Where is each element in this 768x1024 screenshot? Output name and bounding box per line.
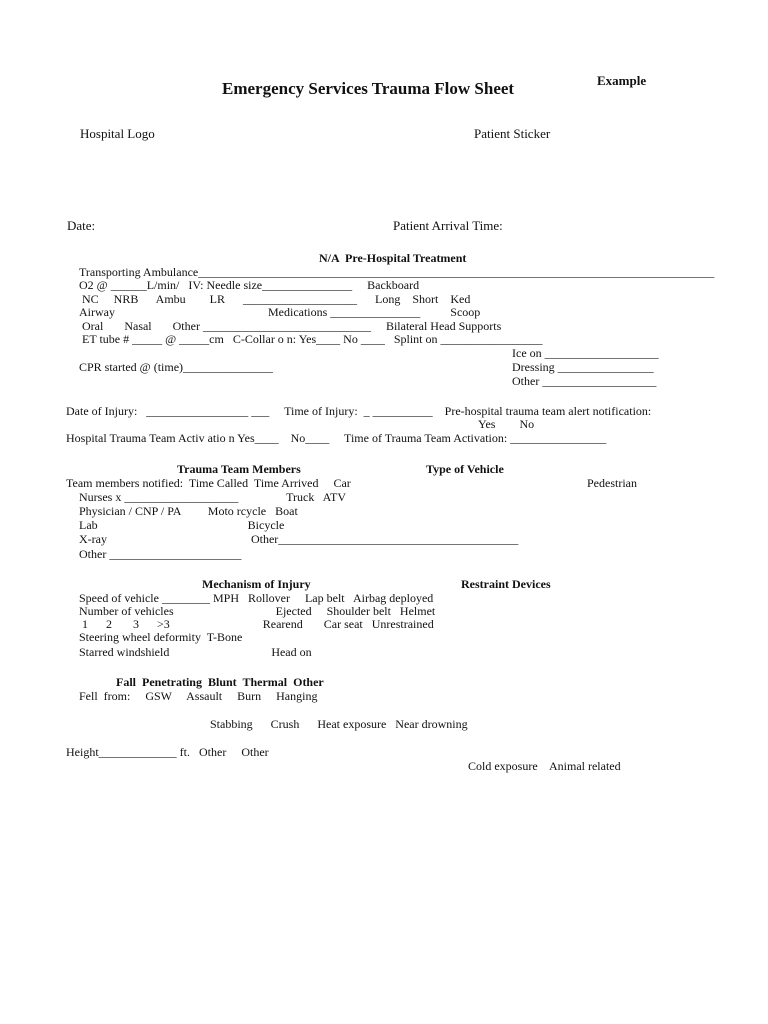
cold-exposure-line: Cold exposure Animal related (468, 759, 621, 773)
dressing-field: Dressing ________________ (512, 360, 654, 374)
date-field: Date: (67, 218, 96, 233)
prehospital-line: O2 @ ______L/min/ IV: Needle size_______________ Backboard (79, 278, 420, 292)
team-row: Other ______________________ (79, 547, 242, 561)
trauma-team-heading: Trauma Team Members (177, 462, 301, 476)
mechanism-line: Number of vehicles Ejected Shoulder belt Helmet (79, 604, 436, 618)
prehospital-line: Oral Nasal Other ____________________________ Bilateral Head Supports (79, 319, 502, 333)
hospital-logo-placeholder: Hospital Logo (80, 126, 155, 141)
mechanism-line: 1 2 3 >3 Rearend Car seat Unrestrained (79, 617, 434, 631)
prehospital-line: ET tube # _____ @ _____cm C-Collar o n: Yes____ No ____ Splint on _________________ (79, 332, 543, 346)
prehospital-line: NC NRB Ambu LR ___________________ Long Short Ked (79, 292, 471, 306)
injury-type-heading: Fall Penetrating Blunt Thermal Other (116, 675, 324, 689)
restraint-heading: Restraint Devices (461, 577, 551, 591)
team-row: Physician / CNP / PA Moto rcycle Boat (79, 504, 298, 518)
prehospital-line: Transporting Ambulance______________________________________________________________________________________ (79, 265, 715, 279)
mechanism-line: Starred windshield Head on (79, 645, 312, 659)
team-activation-line: Hospital Trauma Team Activ atio n Yes____ No____ Time of Trauma Team Activation: ________________ (66, 431, 607, 445)
prehospital-line: Airway Medications _______________ Scoop (79, 305, 481, 319)
prehospital-heading: N/A Pre-Hospital Treatment (319, 251, 467, 265)
stabbing-line: Stabbing Crush Heat exposure Near drowning (210, 717, 468, 731)
patient-sticker-placeholder: Patient Sticker (474, 126, 551, 141)
mechanism-heading: Mechanism of Injury (202, 577, 311, 591)
team-row: Nurses x ___________________ Truck ATV (79, 490, 347, 504)
team-row: Lab Bicycle (79, 518, 285, 532)
mechanism-line: Speed of vehicle ________ MPH Rollover Lap belt Airbag deployed (79, 591, 434, 605)
team-row: X-ray Other________________________________________ (79, 532, 519, 546)
example-label: Example (597, 73, 647, 88)
ice-on-field: Ice on ___________________ (512, 346, 659, 360)
arrival-time-field: Patient Arrival Time: (393, 218, 503, 233)
cpr-started-field: CPR started @ (time)_______________ (79, 360, 274, 374)
alert-yes-no: Yes No (478, 417, 535, 431)
fell-from-line: Fell from: GSW Assault Burn Hanging (79, 689, 318, 703)
mechanism-line: Steering wheel deformity T-Bone (79, 630, 243, 644)
injury-date-time-line: Date of Injury: _________________ ___ Time of Injury: _ __________ Pre-hospital trauma team alert notification: (66, 404, 652, 418)
vehicle-type-heading: Type of Vehicle (426, 462, 504, 476)
page-title: Emergency Services Trauma Flow Sheet (222, 79, 515, 98)
team-notified-line: Team members notified: Time Called Time Arrived Car (66, 476, 351, 490)
pedestrian-option: Pedestrian (587, 476, 637, 490)
height-line: Height_____________ ft. Other Other (66, 745, 269, 759)
other-field: Other ___________________ (512, 374, 657, 388)
